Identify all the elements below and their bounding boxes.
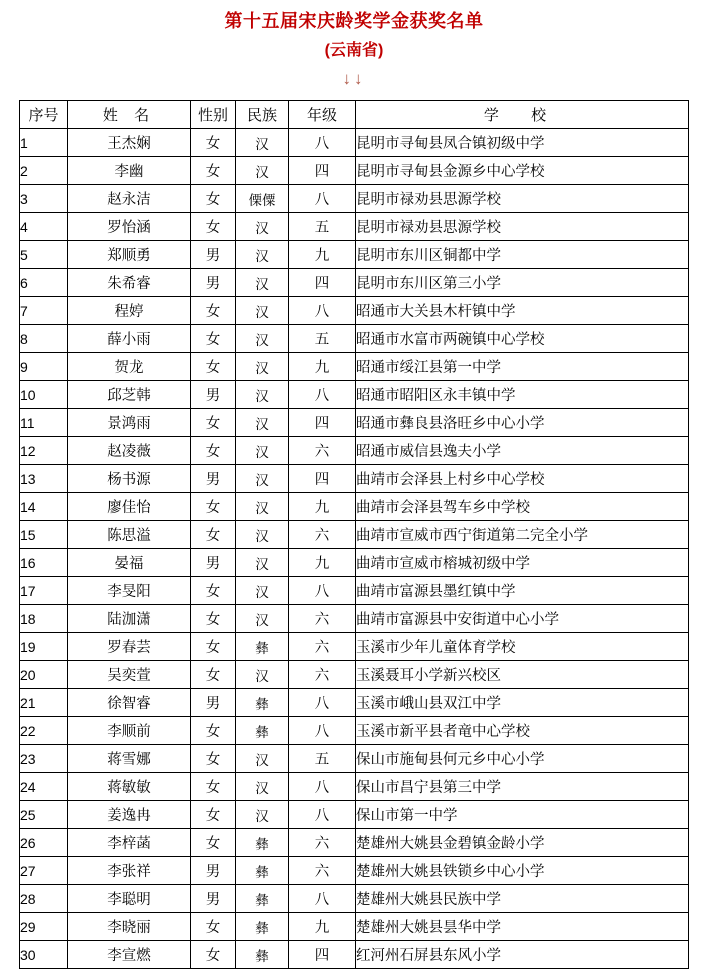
- cell-sex: 女: [191, 577, 236, 605]
- table-row: [20, 689, 689, 717]
- cell-ethnicity: 汉: [236, 213, 289, 241]
- cell-grade: 六: [289, 661, 356, 689]
- cell-sex: 女: [191, 605, 236, 633]
- cell-grade: 八: [289, 297, 356, 325]
- cell-ethnicity: 汉: [236, 241, 289, 269]
- cell-no: 2: [20, 157, 68, 185]
- cell-grade: 八: [289, 773, 356, 801]
- cell-school: 昭通市威信县逸夫小学: [356, 437, 689, 465]
- cell-no: 9: [20, 353, 68, 381]
- cell-no: 16: [20, 549, 68, 577]
- cell-school: 曲靖市富源县墨红镇中学: [356, 577, 689, 605]
- cell-grade: 五: [289, 213, 356, 241]
- cell-school: 曲靖市宣威市榕城初级中学: [356, 549, 689, 577]
- cell-school: 玉溪市少年儿童体育学校: [356, 633, 689, 661]
- table-row: [20, 381, 689, 409]
- cell-sex: 女: [191, 745, 236, 773]
- cell-sex: 男: [191, 689, 236, 717]
- cell-sex: 男: [191, 857, 236, 885]
- cell-name: 徐智睿: [68, 689, 191, 717]
- cell-ethnicity: 汉: [236, 157, 289, 185]
- cell-no: 10: [20, 381, 68, 409]
- cell-school: 红河州石屏县东风小学: [356, 941, 689, 969]
- cell-name: 罗怡涵: [68, 213, 191, 241]
- cell-grade: 四: [289, 269, 356, 297]
- table-row: [20, 325, 689, 353]
- cell-no: 4: [20, 213, 68, 241]
- cell-name: 李宣燃: [68, 941, 191, 969]
- cell-name: 罗春芸: [68, 633, 191, 661]
- cell-sex: 女: [191, 437, 236, 465]
- table-row: [20, 409, 689, 437]
- cell-school: 保山市施甸县何元乡中心小学: [356, 745, 689, 773]
- cell-school: 昆明市寻甸县凤合镇初级中学: [356, 129, 689, 157]
- cell-sex: 女: [191, 297, 236, 325]
- table-row: [20, 213, 689, 241]
- cell-name: 赵凌薇: [68, 437, 191, 465]
- cell-no: 22: [20, 717, 68, 745]
- cell-sex: 女: [191, 717, 236, 745]
- cell-ethnicity: 汉: [236, 409, 289, 437]
- table-row: [20, 297, 689, 325]
- cell-ethnicity: 汉: [236, 661, 289, 689]
- cell-sex: 男: [191, 269, 236, 297]
- cell-school: 玉溪聂耳小学新兴校区: [356, 661, 689, 689]
- cell-name: 邱芝韩: [68, 381, 191, 409]
- cell-ethnicity: 汉: [236, 549, 289, 577]
- cell-grade: 四: [289, 157, 356, 185]
- column-header-ethnicity: 民族: [236, 101, 289, 129]
- table-row: [20, 493, 689, 521]
- cell-no: 30: [20, 941, 68, 969]
- cell-ethnicity: 彝: [236, 857, 289, 885]
- cell-grade: 九: [289, 241, 356, 269]
- cell-sex: 女: [191, 213, 236, 241]
- cell-school: 玉溪市峨山县双江中学: [356, 689, 689, 717]
- cell-name: 李旻阳: [68, 577, 191, 605]
- cell-school: 楚雄州大姚县昙华中学: [356, 913, 689, 941]
- table-row: [20, 157, 689, 185]
- cell-name: 赵永洁: [68, 185, 191, 213]
- cell-school: 昆明市东川区铜都中学: [356, 241, 689, 269]
- cell-grade: 六: [289, 633, 356, 661]
- cell-no: 11: [20, 409, 68, 437]
- cell-sex: 女: [191, 353, 236, 381]
- cell-name: 李梓菡: [68, 829, 191, 857]
- cell-school: 昭通市大关县木杆镇中学: [356, 297, 689, 325]
- cell-ethnicity: 汉: [236, 353, 289, 381]
- cell-ethnicity: 傈僳: [236, 185, 289, 213]
- cell-ethnicity: 彝: [236, 829, 289, 857]
- cell-grade: 八: [289, 717, 356, 745]
- cell-name: 李顺前: [68, 717, 191, 745]
- double-down-arrow-icon: ↓↓: [342, 69, 366, 88]
- cell-school: 玉溪市新平县者竜中心学校: [356, 717, 689, 745]
- cell-ethnicity: 汉: [236, 465, 289, 493]
- cell-sex: 女: [191, 493, 236, 521]
- cell-grade: 八: [289, 381, 356, 409]
- cell-grade: 五: [289, 745, 356, 773]
- table-row: [20, 717, 689, 745]
- cell-grade: 九: [289, 493, 356, 521]
- cell-grade: 六: [289, 521, 356, 549]
- table-row: [20, 633, 689, 661]
- column-header-no: 序号: [20, 101, 68, 129]
- cell-school: 保山市昌宁县第三中学: [356, 773, 689, 801]
- cell-sex: 女: [191, 157, 236, 185]
- cell-school: 昭通市绥江县第一中学: [356, 353, 689, 381]
- cell-no: 26: [20, 829, 68, 857]
- cell-school: 楚雄州大姚县铁锁乡中心小学: [356, 857, 689, 885]
- table-row: [20, 773, 689, 801]
- column-header-grade: 年级: [289, 101, 356, 129]
- cell-sex: 女: [191, 661, 236, 689]
- cell-school: 曲靖市宣威市西宁街道第二完全小学: [356, 521, 689, 549]
- cell-grade: 四: [289, 465, 356, 493]
- page-subtitle: (云南省): [324, 42, 384, 59]
- column-header-name: 姓 名: [68, 101, 191, 129]
- cell-grade: 四: [289, 941, 356, 969]
- column-header-school: 学 校: [356, 101, 689, 129]
- cell-grade: 八: [289, 801, 356, 829]
- table-header: [20, 101, 689, 129]
- cell-name: 李幽: [68, 157, 191, 185]
- cell-name: 贺龙: [68, 353, 191, 381]
- cell-ethnicity: 彝: [236, 913, 289, 941]
- awardees-table: [19, 100, 689, 969]
- cell-sex: 女: [191, 913, 236, 941]
- cell-ethnicity: 汉: [236, 521, 289, 549]
- cell-sex: 女: [191, 829, 236, 857]
- cell-sex: 男: [191, 885, 236, 913]
- cell-school: 昆明市寻甸县金源乡中心学校: [356, 157, 689, 185]
- cell-no: 19: [20, 633, 68, 661]
- cell-ethnicity: 彝: [236, 885, 289, 913]
- cell-sex: 女: [191, 185, 236, 213]
- table-row: [20, 353, 689, 381]
- cell-ethnicity: 汉: [236, 493, 289, 521]
- cell-name: 薛小雨: [68, 325, 191, 353]
- cell-no: 8: [20, 325, 68, 353]
- cell-ethnicity: 汉: [236, 773, 289, 801]
- cell-school: 昆明市禄劝县思源学校: [356, 185, 689, 213]
- cell-ethnicity: 汉: [236, 269, 289, 297]
- cell-name: 王杰娴: [68, 129, 191, 157]
- cell-no: 21: [20, 689, 68, 717]
- table-row: [20, 437, 689, 465]
- cell-grade: 六: [289, 857, 356, 885]
- cell-sex: 男: [191, 549, 236, 577]
- cell-name: 廖佳怡: [68, 493, 191, 521]
- cell-name: 陆泇潇: [68, 605, 191, 633]
- cell-ethnicity: 汉: [236, 801, 289, 829]
- cell-school: 曲靖市会泽县上村乡中心学校: [356, 465, 689, 493]
- cell-name: 陈思溢: [68, 521, 191, 549]
- table-row: [20, 241, 689, 269]
- cell-no: 15: [20, 521, 68, 549]
- cell-ethnicity: 汉: [236, 745, 289, 773]
- cell-sex: 女: [191, 773, 236, 801]
- cell-name: 程婷: [68, 297, 191, 325]
- cell-name: 杨书源: [68, 465, 191, 493]
- cell-grade: 八: [289, 185, 356, 213]
- table-row: [20, 269, 689, 297]
- cell-ethnicity: 彝: [236, 689, 289, 717]
- cell-school: 曲靖市富源县中安街道中心小学: [356, 605, 689, 633]
- cell-grade: 八: [289, 129, 356, 157]
- cell-no: 6: [20, 269, 68, 297]
- table-row: [20, 661, 689, 689]
- table-row: [20, 185, 689, 213]
- table-row: [20, 829, 689, 857]
- cell-grade: 六: [289, 437, 356, 465]
- table-row: [20, 129, 689, 157]
- cell-grade: 八: [289, 885, 356, 913]
- cell-no: 25: [20, 801, 68, 829]
- cell-school: 楚雄州大姚县金碧镇金龄小学: [356, 829, 689, 857]
- table-row: [20, 913, 689, 941]
- cell-name: 李晓丽: [68, 913, 191, 941]
- cell-name: 李张祥: [68, 857, 191, 885]
- table-body: [20, 129, 689, 969]
- cell-no: 23: [20, 745, 68, 773]
- cell-school: 昭通市彝良县洛旺乡中心小学: [356, 409, 689, 437]
- document-heading: [0, 0, 708, 92]
- cell-name: 姜逸冉: [68, 801, 191, 829]
- cell-name: 郑顺勇: [68, 241, 191, 269]
- cell-ethnicity: 汉: [236, 437, 289, 465]
- cell-name: 朱希睿: [68, 269, 191, 297]
- cell-ethnicity: 汉: [236, 605, 289, 633]
- cell-ethnicity: 彝: [236, 633, 289, 661]
- awardees-table-container: [19, 100, 688, 969]
- cell-no: 1: [20, 129, 68, 157]
- cell-sex: 男: [191, 381, 236, 409]
- table-row: [20, 549, 689, 577]
- cell-name: 李聪明: [68, 885, 191, 913]
- cell-school: 昆明市东川区第三小学: [356, 269, 689, 297]
- cell-school: 昆明市禄劝县思源学校: [356, 213, 689, 241]
- cell-no: 27: [20, 857, 68, 885]
- table-row: [20, 857, 689, 885]
- cell-grade: 六: [289, 829, 356, 857]
- cell-sex: 女: [191, 409, 236, 437]
- cell-school: 昭通市水富市两碗镇中心学校: [356, 325, 689, 353]
- cell-sex: 男: [191, 241, 236, 269]
- cell-grade: 九: [289, 353, 356, 381]
- cell-grade: 九: [289, 913, 356, 941]
- cell-grade: 四: [289, 409, 356, 437]
- cell-ethnicity: 汉: [236, 325, 289, 353]
- cell-no: 3: [20, 185, 68, 213]
- cell-no: 18: [20, 605, 68, 633]
- table-row: [20, 801, 689, 829]
- cell-no: 20: [20, 661, 68, 689]
- cell-no: 14: [20, 493, 68, 521]
- cell-name: 景鸿雨: [68, 409, 191, 437]
- table-row: [20, 885, 689, 913]
- cell-no: 29: [20, 913, 68, 941]
- column-header-sex: 性别: [191, 101, 236, 129]
- table-row: [20, 605, 689, 633]
- cell-ethnicity: 彝: [236, 717, 289, 745]
- cell-school: 楚雄州大姚县民族中学: [356, 885, 689, 913]
- cell-ethnicity: 彝: [236, 941, 289, 969]
- cell-ethnicity: 汉: [236, 297, 289, 325]
- table-row: [20, 745, 689, 773]
- cell-school: 保山市第一中学: [356, 801, 689, 829]
- cell-no: 5: [20, 241, 68, 269]
- cell-ethnicity: 汉: [236, 381, 289, 409]
- cell-ethnicity: 汉: [236, 129, 289, 157]
- cell-grade: 五: [289, 325, 356, 353]
- cell-sex: 女: [191, 633, 236, 661]
- cell-sex: 男: [191, 465, 236, 493]
- cell-school: 曲靖市会泽县驾车乡中学校: [356, 493, 689, 521]
- cell-grade: 六: [289, 605, 356, 633]
- table-row: [20, 465, 689, 493]
- table-row: [20, 941, 689, 969]
- cell-grade: 九: [289, 549, 356, 577]
- cell-sex: 女: [191, 801, 236, 829]
- cell-grade: 八: [289, 689, 356, 717]
- cell-no: 13: [20, 465, 68, 493]
- cell-grade: 八: [289, 577, 356, 605]
- cell-name: 晏福: [68, 549, 191, 577]
- cell-no: 28: [20, 885, 68, 913]
- cell-no: 12: [20, 437, 68, 465]
- cell-name: 蒋雪娜: [68, 745, 191, 773]
- cell-sex: 女: [191, 941, 236, 969]
- cell-name: 吴奕萱: [68, 661, 191, 689]
- cell-no: 7: [20, 297, 68, 325]
- table-row: [20, 577, 689, 605]
- table-row: [20, 521, 689, 549]
- cell-sex: 女: [191, 521, 236, 549]
- cell-ethnicity: 汉: [236, 577, 289, 605]
- page-title: 第十五届宋庆龄奖学金获奖名单: [224, 11, 484, 31]
- cell-sex: 女: [191, 325, 236, 353]
- cell-no: 17: [20, 577, 68, 605]
- cell-school: 昭通市昭阳区永丰镇中学: [356, 381, 689, 409]
- cell-sex: 女: [191, 129, 236, 157]
- cell-no: 24: [20, 773, 68, 801]
- cell-name: 蒋敏敏: [68, 773, 191, 801]
- table-header-row: [20, 101, 689, 129]
